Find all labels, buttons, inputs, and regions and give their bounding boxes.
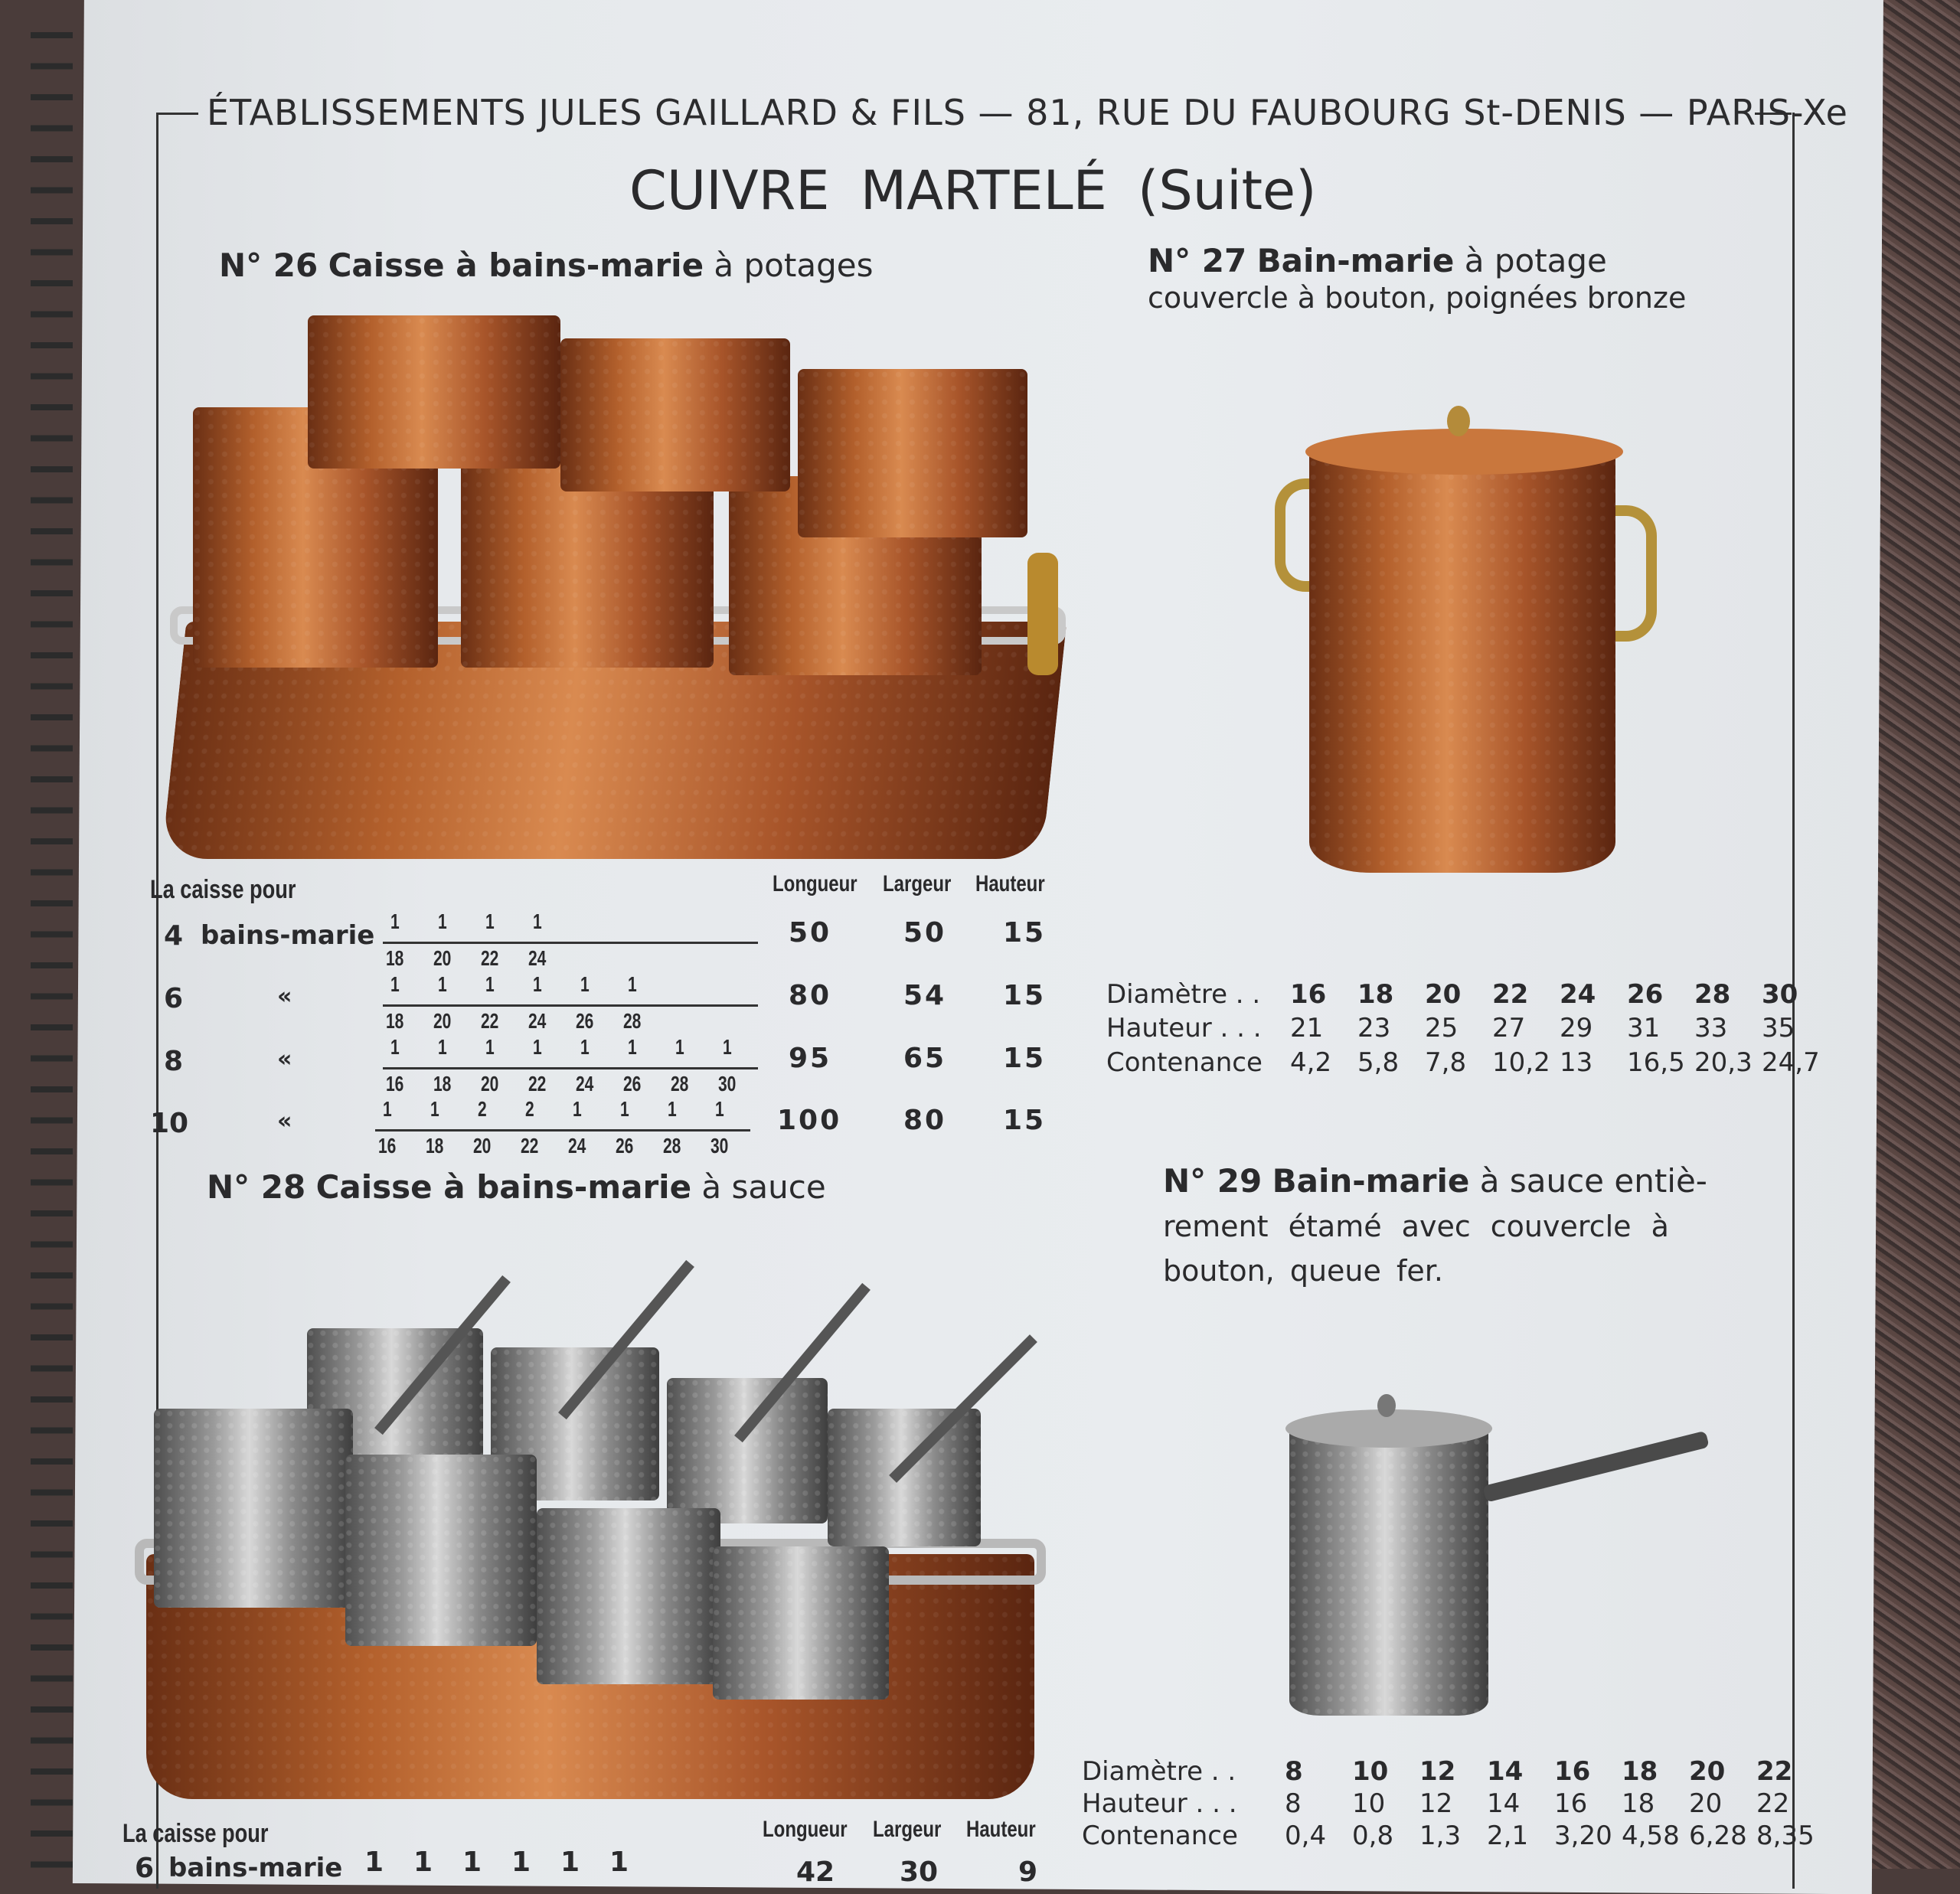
size: 26 — [616, 1134, 634, 1158]
spec-contenance: 8,35 — [1756, 1821, 1815, 1851]
spec-label-hauteur: Hauteur . . . — [1106, 1013, 1262, 1043]
spec-contenance: 7,8 — [1425, 1047, 1467, 1078]
size: 24 — [568, 1134, 586, 1158]
col-hauteur: Hauteur — [975, 871, 1045, 896]
item-name: Bain-marie — [1256, 242, 1455, 279]
spec-diametre: 8 — [1285, 1756, 1303, 1787]
item-desc: à potages — [714, 247, 874, 284]
fraction-bar — [383, 942, 758, 944]
item-desc: à sauce entiè- — [1479, 1162, 1707, 1200]
quantity: 1 — [485, 972, 495, 996]
size: 16 — [378, 1134, 397, 1158]
spec-hauteur: 8 — [1285, 1788, 1302, 1819]
col-largeur: Largeur — [873, 1817, 942, 1842]
company-header: ÉTABLISSEMENTS JULES GAILLARD & FILS — 81, RUE DU FAUBOURG St-DENIS — PARIS-Xe — [207, 92, 1848, 133]
spec-diametre: 14 — [1487, 1756, 1524, 1787]
table-28-row-header: La caisse pour — [122, 1819, 269, 1848]
size: 22 — [481, 946, 499, 970]
quantity: 1 — [580, 1035, 590, 1059]
item-number: N° 29 — [1163, 1162, 1263, 1200]
size: 20 — [433, 946, 452, 970]
spec-diametre: 30 — [1762, 979, 1798, 1010]
row-label: bains-marie — [201, 920, 375, 951]
fraction-bar — [383, 1067, 758, 1069]
spec-hauteur: 18 — [1622, 1788, 1655, 1819]
spec-hauteur: 22 — [1756, 1788, 1790, 1819]
quantity: 1 — [413, 1847, 433, 1878]
col-longueur: Longueur — [773, 871, 858, 896]
table-26-row-header: La caisse pour — [150, 875, 296, 904]
quantity: 1 — [485, 1035, 495, 1059]
row-label: « — [277, 1108, 292, 1135]
spec-diametre: 16 — [1290, 979, 1327, 1010]
size: 26 — [576, 1009, 594, 1033]
spec-contenance: 3,20 — [1554, 1821, 1612, 1851]
frame-top-left — [156, 113, 198, 115]
spec-hauteur: 16 — [1554, 1788, 1588, 1819]
spec-contenance: 6,28 — [1689, 1821, 1747, 1851]
dimension: 42 — [796, 1856, 835, 1888]
quantity: 1 — [715, 1097, 724, 1121]
quantity: 1 — [390, 1035, 400, 1059]
quantity: 1 — [628, 972, 637, 996]
item-name: Caisse à bains-marie — [328, 247, 704, 284]
size: 18 — [433, 1072, 452, 1096]
spec-diametre: 20 — [1689, 1756, 1726, 1787]
spec-contenance: 4,58 — [1622, 1821, 1680, 1851]
quantity: 1 — [723, 1035, 732, 1059]
item-number: N° 26 — [219, 247, 318, 284]
quantity: 1 — [511, 1847, 531, 1878]
spec-contenance: 10,2 — [1492, 1047, 1550, 1078]
item-29-illustration — [1282, 1394, 1714, 1719]
size: 28 — [671, 1072, 689, 1096]
item-desc: à sauce — [701, 1168, 826, 1206]
spec-contenance: 0,4 — [1285, 1821, 1327, 1851]
size: 28 — [623, 1009, 642, 1033]
size: 24 — [576, 1072, 594, 1096]
spec-diametre: 22 — [1492, 979, 1529, 1010]
row-count: 10 — [150, 1108, 189, 1139]
dimension: 15 — [1003, 980, 1047, 1011]
col-hauteur: Hauteur — [966, 1817, 1036, 1842]
spec-hauteur: 23 — [1357, 1013, 1391, 1043]
spec-diametre: 18 — [1622, 1756, 1658, 1787]
dimension: 15 — [1003, 1043, 1047, 1074]
item-name: Caisse à bains-marie — [315, 1168, 692, 1206]
row-count: 8 — [164, 1046, 184, 1077]
quantity: 1 — [628, 1035, 637, 1059]
spec-hauteur: 27 — [1492, 1013, 1526, 1043]
quantity: 2 — [525, 1097, 534, 1121]
spec-diametre: 20 — [1425, 979, 1462, 1010]
fraction-bar — [383, 1004, 758, 1007]
quantity: 1 — [573, 1097, 582, 1121]
quantity: 1 — [668, 1097, 677, 1121]
dimension: 50 — [903, 917, 947, 949]
size: 24 — [528, 1009, 547, 1033]
spec-hauteur: 10 — [1352, 1788, 1386, 1819]
row-label: bains-marie — [168, 1853, 343, 1883]
quantity: 1 — [390, 909, 400, 933]
quantity: 1 — [620, 1097, 629, 1121]
quantity: 1 — [560, 1847, 580, 1878]
spec-contenance: 2,1 — [1487, 1821, 1529, 1851]
spec-hauteur: 21 — [1290, 1013, 1324, 1043]
col-largeur: Largeur — [883, 871, 952, 896]
spec-hauteur: 25 — [1425, 1013, 1459, 1043]
quantity: 1 — [533, 909, 542, 933]
spec-contenance: 13 — [1560, 1047, 1593, 1078]
spec-contenance: 24,7 — [1762, 1047, 1820, 1078]
spec-diametre: 18 — [1357, 979, 1394, 1010]
item-number: N° 27 — [1148, 242, 1247, 279]
row-count: 6 — [135, 1853, 155, 1884]
spec-label-contenance: Contenance — [1082, 1821, 1238, 1851]
size: 24 — [528, 946, 547, 970]
size: 20 — [433, 1009, 452, 1033]
item-name: Bain-marie — [1272, 1162, 1470, 1200]
size: 30 — [710, 1134, 729, 1158]
spec-label-hauteur: Hauteur . . . — [1082, 1788, 1237, 1819]
row-count: 4 — [164, 920, 184, 952]
item-28-illustration — [131, 1225, 1100, 1799]
spec-hauteur: 29 — [1560, 1013, 1593, 1043]
size: 28 — [663, 1134, 681, 1158]
size: 20 — [481, 1072, 499, 1096]
dimension: 30 — [900, 1856, 939, 1888]
item-26-heading — [219, 247, 873, 284]
item-26-illustration — [162, 300, 1081, 863]
row-count: 6 — [164, 983, 184, 1014]
spec-diametre: 10 — [1352, 1756, 1389, 1787]
size: 26 — [623, 1072, 642, 1096]
spec-contenance: 4,2 — [1290, 1047, 1332, 1078]
spec-hauteur: 20 — [1689, 1788, 1723, 1819]
quantity: 1 — [533, 1035, 542, 1059]
quantity: 1 — [675, 1035, 684, 1059]
item-number: N° 28 — [207, 1168, 306, 1206]
spiral-binding — [31, 15, 107, 1868]
spec-diametre: 28 — [1694, 979, 1731, 1010]
dimension: 15 — [1003, 917, 1047, 949]
item-27-illustration — [1244, 406, 1696, 877]
spec-label-diametre: Diamètre . . — [1106, 979, 1261, 1010]
item-27-heading — [1148, 242, 1607, 279]
item-29-desc-line-3: bouton, queue fer. — [1163, 1254, 1443, 1288]
size: 18 — [426, 1134, 444, 1158]
quantity: 1 — [390, 972, 400, 996]
quantity: 1 — [533, 972, 542, 996]
size: 16 — [386, 1072, 404, 1096]
item-28-heading — [207, 1168, 826, 1206]
quantity: 1 — [609, 1847, 629, 1878]
spec-hauteur: 35 — [1762, 1013, 1795, 1043]
dimension: 80 — [903, 1105, 947, 1136]
spec-diametre: 16 — [1554, 1756, 1591, 1787]
spec-label-contenance: Contenance — [1106, 1047, 1263, 1078]
dimension: 100 — [777, 1105, 842, 1136]
quantity: 1 — [485, 909, 495, 933]
spec-diametre: 22 — [1756, 1756, 1793, 1787]
dimension: 15 — [1003, 1105, 1047, 1136]
row-label: « — [277, 1046, 292, 1073]
spec-hauteur: 12 — [1419, 1788, 1453, 1819]
quantity: 2 — [478, 1097, 487, 1121]
size: 20 — [473, 1134, 492, 1158]
item-desc: à potage — [1464, 242, 1607, 279]
quantity: 1 — [438, 972, 447, 996]
size: 18 — [386, 1009, 404, 1033]
spec-contenance: 1,3 — [1419, 1821, 1462, 1851]
spec-hauteur: 31 — [1627, 1013, 1661, 1043]
size: 22 — [528, 1072, 547, 1096]
quantity: 1 — [438, 909, 447, 933]
spec-contenance: 5,8 — [1357, 1047, 1400, 1078]
quantity: 1 — [580, 972, 590, 996]
dimension: 9 — [1018, 1856, 1038, 1888]
quantity: 1 — [438, 1035, 447, 1059]
page-title: CUIVRE MARTELÉ (Suite) — [629, 159, 1317, 222]
size: 30 — [718, 1072, 737, 1096]
fraction-bar — [375, 1129, 750, 1132]
spec-contenance: 16,5 — [1627, 1047, 1685, 1078]
dimension: 54 — [903, 980, 947, 1011]
spec-hauteur: 33 — [1694, 1013, 1728, 1043]
row-label: « — [277, 983, 292, 1010]
dimension: 95 — [789, 1043, 832, 1074]
item-29-desc-line-2: rement étamé avec couvercle à — [1163, 1210, 1669, 1243]
spec-diametre: 24 — [1560, 979, 1596, 1010]
spec-diametre: 12 — [1419, 1756, 1456, 1787]
quantity: 1 — [430, 1097, 439, 1121]
item-27-desc2: couvercle à bouton, poignées bronze — [1148, 281, 1687, 315]
spec-contenance: 0,8 — [1352, 1821, 1394, 1851]
spec-diametre: 26 — [1627, 979, 1664, 1010]
spec-label-diametre: Diamètre . . — [1082, 1756, 1236, 1787]
quantity: 1 — [364, 1847, 384, 1878]
dimension: 50 — [789, 917, 832, 949]
size: 18 — [386, 946, 404, 970]
dimension: 80 — [789, 980, 832, 1011]
spec-hauteur: 14 — [1487, 1788, 1521, 1819]
spec-contenance: 20,3 — [1694, 1047, 1753, 1078]
col-longueur: Longueur — [763, 1817, 848, 1842]
dimension: 65 — [903, 1043, 947, 1074]
quantity: 1 — [462, 1847, 482, 1878]
quantity: 1 — [383, 1097, 392, 1121]
size: 22 — [521, 1134, 539, 1158]
item-29-heading — [1163, 1162, 1707, 1200]
size: 22 — [481, 1009, 499, 1033]
